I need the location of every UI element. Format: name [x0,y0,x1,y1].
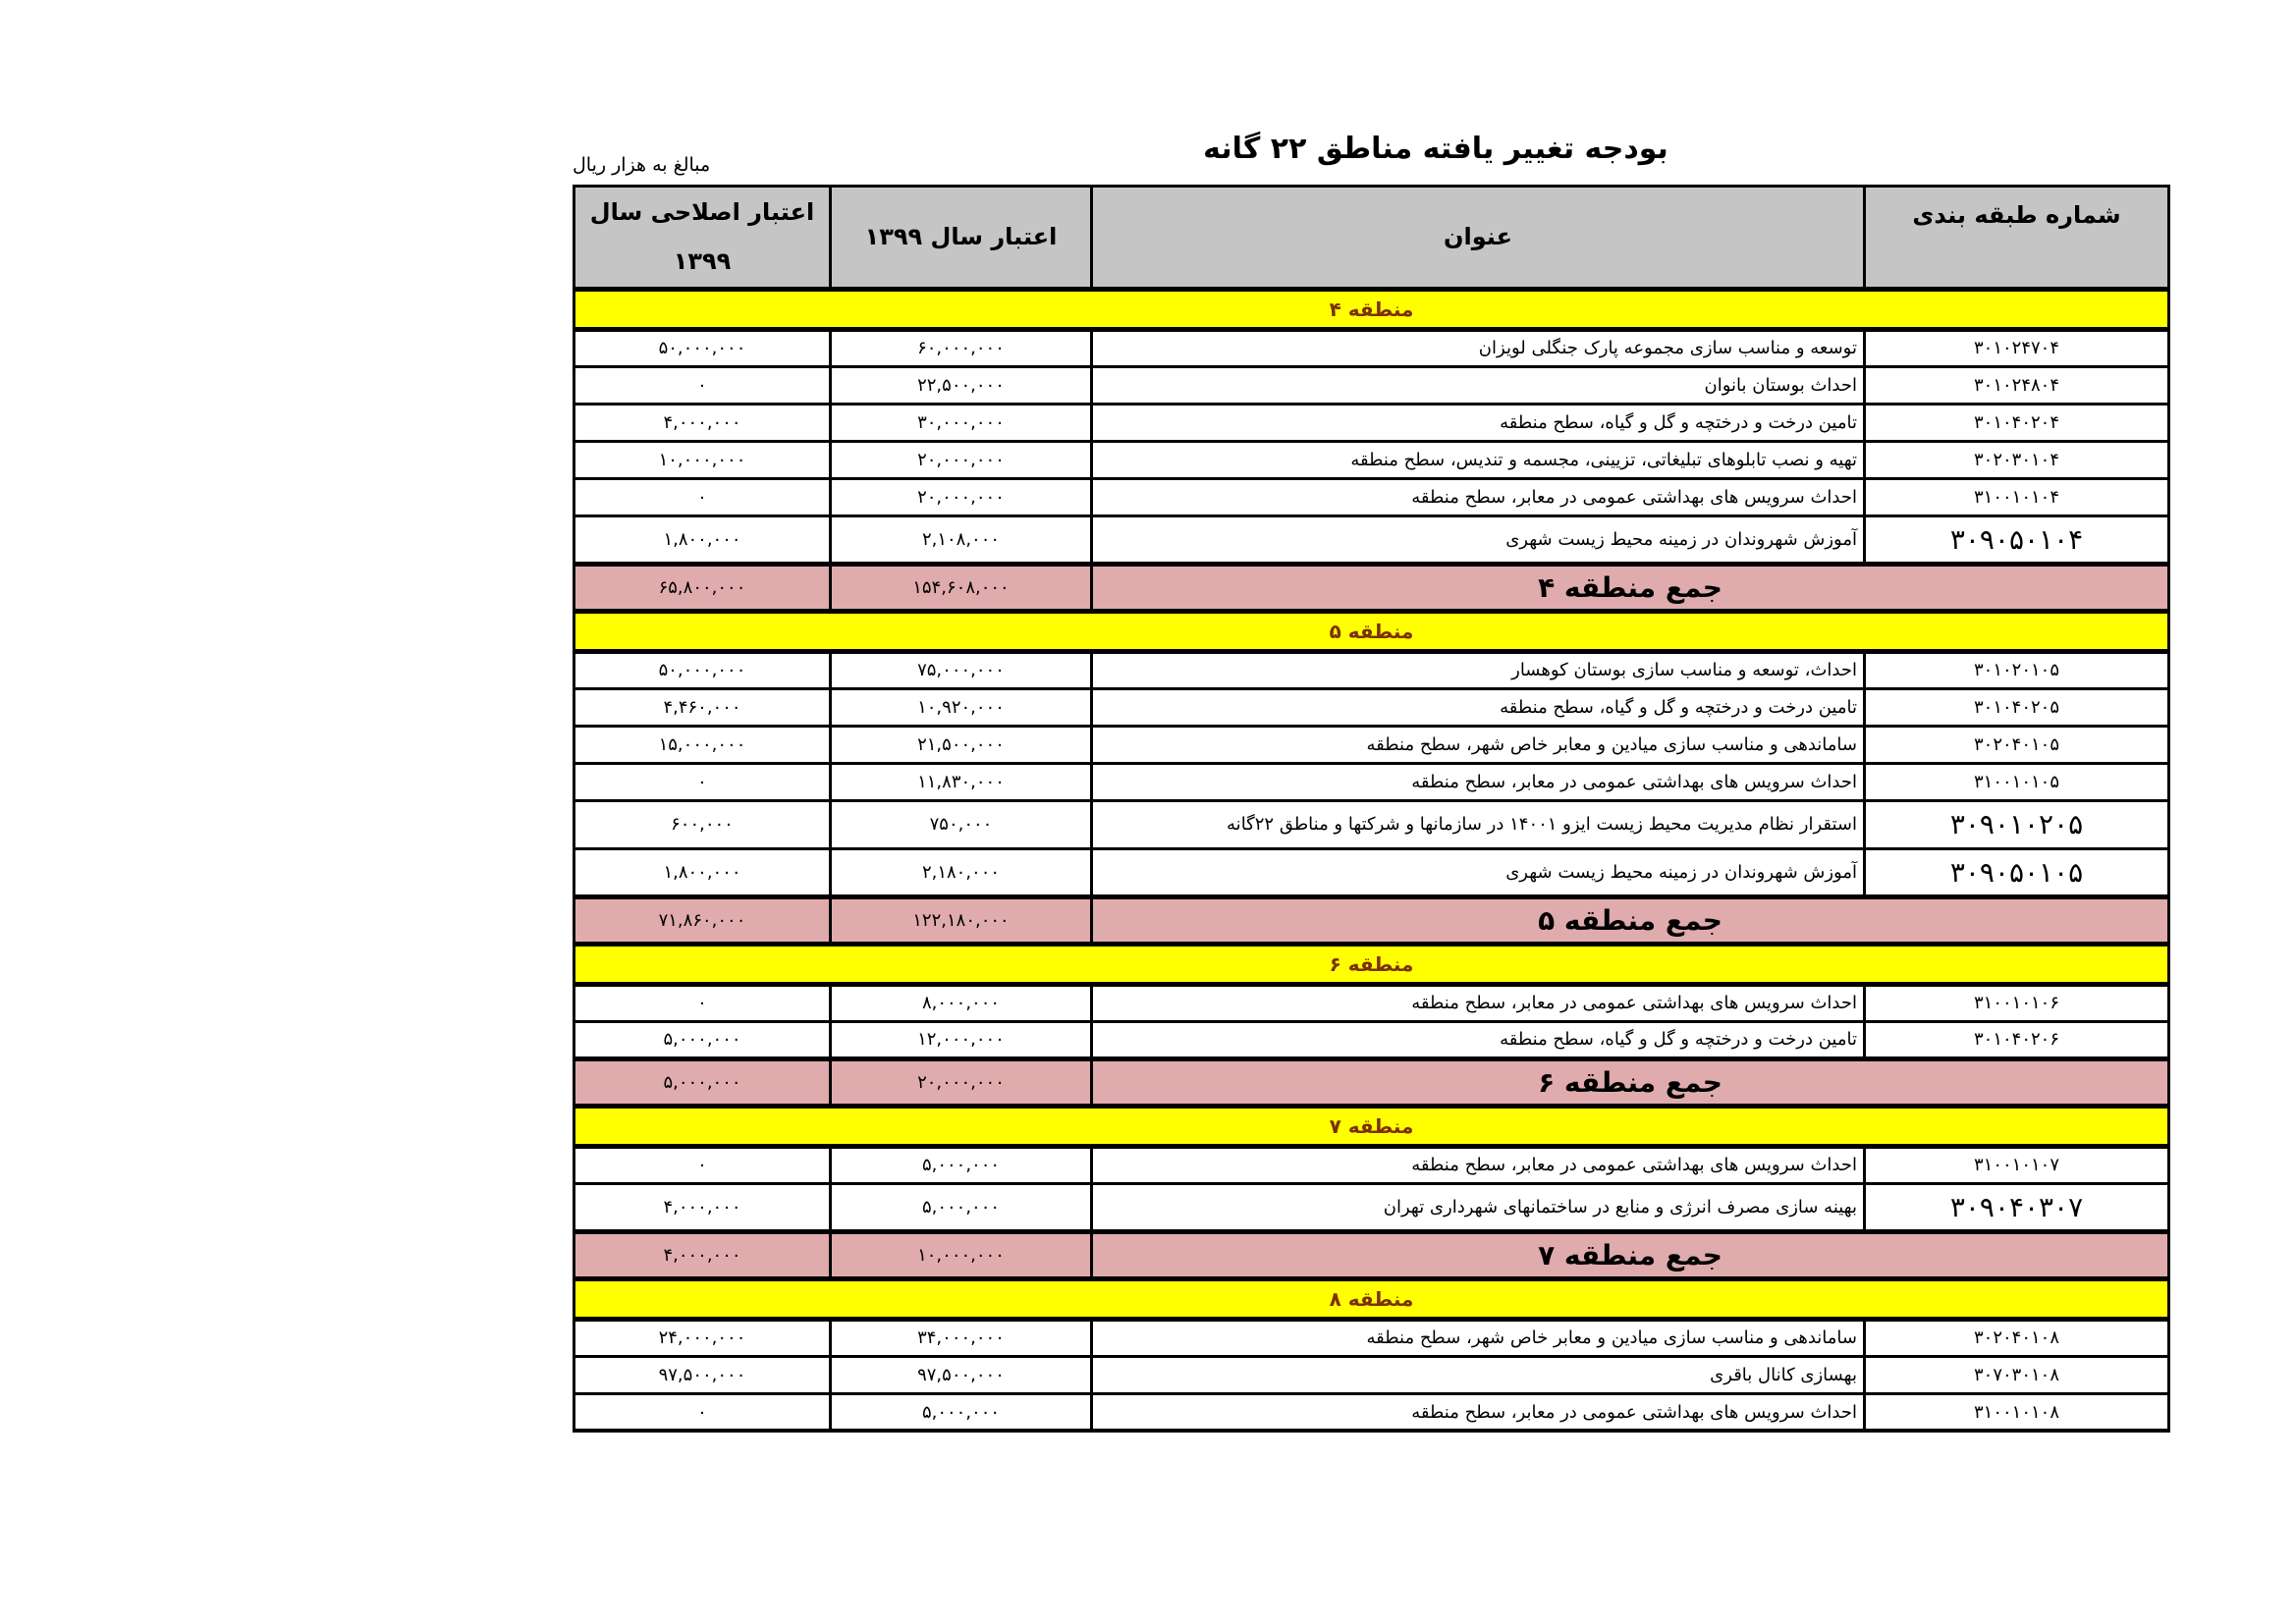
section-total-row [574,1058,2169,1106]
budget-row [574,478,2169,515]
title-cell: آموزش شهروندان در زمینه محیط زیست شهری [1092,515,1865,564]
code-cell: ۳۱۰۰۱۰۱۰۶ [1865,984,2169,1021]
credit-cell: ۵,۰۰۰,۰۰۰ [831,1183,1092,1231]
code-cell: ۳۰۱۰۲۴۷۰۴ [1865,329,2169,366]
total-label-cell: جمع منطقه ۷ [1092,1231,2169,1278]
title-cell: تامین درخت و درختچه و گل و گیاه، سطح منطقه [1092,688,1865,726]
code-cell: ۳۰۱۰۴۰۲۰۵ [1865,688,2169,726]
amended-cell: ۴,۰۰۰,۰۰۰ [574,1183,831,1231]
total-label-cell: جمع منطقه ۴ [1092,564,2169,611]
amended-cell: ۱۵,۰۰۰,۰۰۰ [574,726,831,763]
budget-row [574,366,2169,404]
budget-table [573,185,2170,1433]
amended-cell: ۵,۰۰۰,۰۰۰ [574,1021,831,1058]
section-header-row [574,611,2169,651]
budget-row [574,1393,2169,1431]
credit-cell: ۳۴,۰۰۰,۰۰۰ [831,1319,1092,1356]
code-cell: ۳۰۲۰۴۰۱۰۵ [1865,726,2169,763]
section-header-row [574,1106,2169,1146]
budget-row [574,726,2169,763]
budget-row [574,1146,2169,1183]
credit-cell: ۵,۰۰۰,۰۰۰ [831,1393,1092,1431]
title-cell: تامین درخت و درختچه و گل و گیاه، سطح منطقه [1092,1021,1865,1058]
title-cell: احداث سرویس های بهداشتی عمومی در معابر، سطح منطقه [1092,1393,1865,1431]
total-amended-cell: ۴,۰۰۰,۰۰۰ [574,1231,831,1278]
credit-cell: ۲,۱۰۸,۰۰۰ [831,515,1092,564]
credit-cell: ۲۲,۵۰۰,۰۰۰ [831,366,1092,404]
credit-cell: ۶۰,۰۰۰,۰۰۰ [831,329,1092,366]
total-amended-cell: ۶۵,۸۰۰,۰۰۰ [574,564,831,611]
amended-cell: ۴,۴۶۰,۰۰۰ [574,688,831,726]
title-cell: ساماندهی و مناسب سازی میادین و معابر خاص شهر، سطح منطقه [1092,1319,1865,1356]
amended-cell: ۰ [574,1146,831,1183]
amended-cell: ۴,۰۰۰,۰۰۰ [574,404,831,441]
title-cell: احداث سرویس های بهداشتی عمومی در معابر، سطح منطقه [1092,1146,1865,1183]
budget-row [574,848,2169,896]
section-total-row [574,896,2169,944]
column-header-credit-1399 [831,187,1092,290]
section-header-row [574,944,2169,984]
code-cell: ۳۱۰۰۱۰۱۰۵ [1865,763,2169,800]
column-header-code [1865,187,2169,290]
column-header-title-label: عنوان [1444,223,1512,251]
code-cell: ۳۰۹۰۵۰۱۰۵ [1865,848,2169,896]
budget-row [574,763,2169,800]
amended-cell: ۵۰,۰۰۰,۰۰۰ [574,651,831,688]
code-cell: ۳۰۷۰۳۰۱۰۸ [1865,1356,2169,1393]
column-header-amended-line2: ۱۳۹۹ [673,247,732,276]
section-total-row [574,564,2169,611]
unit-note: مبالغ به هزار ریال [573,154,711,176]
title-cell: احداث بوستان بانوان [1092,366,1865,404]
credit-cell: ۱۲,۰۰۰,۰۰۰ [831,1021,1092,1058]
title-cell: ساماندهی و مناسب سازی میادین و معابر خاص شهر، سطح منطقه [1092,726,1865,763]
budget-row [574,651,2169,688]
amended-cell: ۰ [574,763,831,800]
title-cell: آموزش شهروندان در زمینه محیط زیست شهری [1092,848,1865,896]
title-cell: احداث سرویس های بهداشتی عمومی در معابر، سطح منطقه [1092,763,1865,800]
amended-cell: ۹۷,۵۰۰,۰۰۰ [574,1356,831,1393]
amended-cell: ۰ [574,366,831,404]
total-label-cell: جمع منطقه ۵ [1092,896,2169,944]
budget-row [574,441,2169,478]
budget-table-body [574,289,2169,1431]
credit-cell: ۷۵۰,۰۰۰ [831,800,1092,848]
credit-cell: ۸,۰۰۰,۰۰۰ [831,984,1092,1021]
code-cell: ۳۱۰۰۱۰۱۰۷ [1865,1146,2169,1183]
code-cell: ۳۰۱۰۴۰۲۰۶ [1865,1021,2169,1058]
amended-cell: ۲۴,۰۰۰,۰۰۰ [574,1319,831,1356]
budget-row [574,404,2169,441]
budget-row [574,1021,2169,1058]
credit-cell: ۳۰,۰۰۰,۰۰۰ [831,404,1092,441]
total-credit-cell: ۱۲۲,۱۸۰,۰۰۰ [831,896,1092,944]
section-total-row [574,1231,2169,1278]
code-cell: ۳۰۱۰۲۴۸۰۴ [1865,366,2169,404]
code-cell: ۳۰۱۰۴۰۲۰۴ [1865,404,2169,441]
total-label-cell: جمع منطقه ۶ [1092,1058,2169,1106]
section-name: منطقه ۷ [574,1106,2169,1146]
title-cell: احداث، توسعه و مناسب سازی بوستان کوهسار [1092,651,1865,688]
amended-cell: ۵۰,۰۰۰,۰۰۰ [574,329,831,366]
page-title: بودجه تغییر یافته مناطق ۲۲ گانه [1203,132,1668,166]
section-name: منطقه ۵ [574,611,2169,651]
section-name: منطقه ۸ [574,1278,2169,1319]
credit-cell: ۷۵,۰۰۰,۰۰۰ [831,651,1092,688]
credit-cell: ۹۷,۵۰۰,۰۰۰ [831,1356,1092,1393]
title-cell: استقرار نظام مدیریت محیط زیست ایزو ۱۴۰۰۱ در سازمانها و شرکتها و مناطق ۲۲گانه [1092,800,1865,848]
code-cell: ۳۱۰۰۱۰۱۰۴ [1865,478,2169,515]
column-header-code-label: شماره طبقه بندی [1912,201,2121,229]
code-cell: ۳۱۰۰۱۰۱۰۸ [1865,1393,2169,1431]
code-cell: ۳۰۲۰۴۰۱۰۸ [1865,1319,2169,1356]
header-row [574,187,2169,290]
section-name: منطقه ۴ [574,289,2169,329]
budget-row [574,984,2169,1021]
section-name: منطقه ۶ [574,944,2169,984]
title-cell: تهیه و نصب تابلوهای تبلیغاتی، تزیینی، مجسمه و تندیس، سطح منطقه [1092,441,1865,478]
amended-cell: ۰ [574,1393,831,1431]
column-header-credit-label: اعتبار سال ۱۳۹۹ [864,223,1058,251]
total-amended-cell: ۷۱,۸۶۰,۰۰۰ [574,896,831,944]
credit-cell: ۲,۱۸۰,۰۰۰ [831,848,1092,896]
budget-row [574,800,2169,848]
title-cell: بهینه سازی مصرف انرژی و منابع در ساختمانهای شهرداری تهران [1092,1183,1865,1231]
total-credit-cell: ۲۰,۰۰۰,۰۰۰ [831,1058,1092,1106]
code-cell: ۳۰۱۰۲۰۱۰۵ [1865,651,2169,688]
title-cell: احداث سرویس های بهداشتی عمومی در معابر، سطح منطقه [1092,478,1865,515]
budget-row [574,1183,2169,1231]
budget-row [574,515,2169,564]
budget-row [574,688,2169,726]
column-header-title [1092,187,1865,290]
section-header-row [574,1278,2169,1319]
total-credit-cell: ۱۵۴,۶۰۸,۰۰۰ [831,564,1092,611]
code-cell: ۳۰۹۰۴۰۳۰۷ [1865,1183,2169,1231]
credit-cell: ۱۱,۸۳۰,۰۰۰ [831,763,1092,800]
section-header-row [574,289,2169,329]
credit-cell: ۲۱,۵۰۰,۰۰۰ [831,726,1092,763]
amended-cell: ۱,۸۰۰,۰۰۰ [574,515,831,564]
title-cell: احداث سرویس های بهداشتی عمومی در معابر، سطح منطقه [1092,984,1865,1021]
credit-cell: ۵,۰۰۰,۰۰۰ [831,1146,1092,1183]
total-credit-cell: ۱۰,۰۰۰,۰۰۰ [831,1231,1092,1278]
amended-cell: ۱۰,۰۰۰,۰۰۰ [574,441,831,478]
code-cell: ۳۰۹۰۱۰۲۰۵ [1865,800,2169,848]
title-cell: تامین درخت و درختچه و گل و گیاه، سطح منطقه [1092,404,1865,441]
credit-cell: ۲۰,۰۰۰,۰۰۰ [831,478,1092,515]
total-amended-cell: ۵,۰۰۰,۰۰۰ [574,1058,831,1106]
amended-cell: ۰ [574,478,831,515]
column-header-amended-credit [574,187,831,290]
budget-row [574,329,2169,366]
budget-row [574,1319,2169,1356]
amended-cell: ۱,۸۰۰,۰۰۰ [574,848,831,896]
code-cell: ۳۰۲۰۳۰۱۰۴ [1865,441,2169,478]
column-header-amended-line1: اعتبار اصلاحی سال [589,198,815,226]
amended-cell: ۶۰۰,۰۰۰ [574,800,831,848]
title-cell: توسعه و مناسب سازی مجموعه پارک جنگلی لویزان [1092,329,1865,366]
credit-cell: ۱۰,۹۲۰,۰۰۰ [831,688,1092,726]
budget-row [574,1356,2169,1393]
credit-cell: ۲۰,۰۰۰,۰۰۰ [831,441,1092,478]
code-cell: ۳۰۹۰۵۰۱۰۴ [1865,515,2169,564]
amended-cell: ۰ [574,984,831,1021]
title-cell: بهسازی کانال باقری [1092,1356,1865,1393]
